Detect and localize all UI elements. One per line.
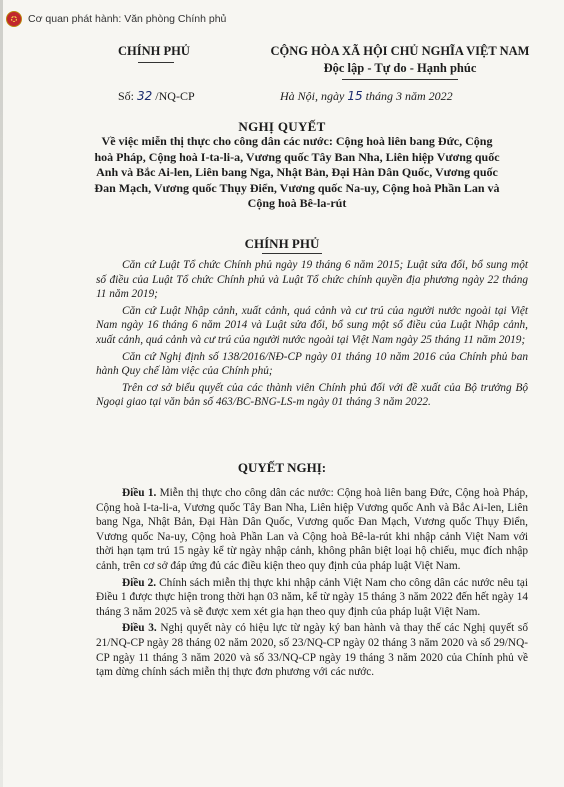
article-label: Điều 2. (122, 576, 157, 589)
national-emblem-icon (6, 11, 22, 27)
legal-bases (96, 258, 528, 412)
basis-paragraph: Căn cứ Luật Tổ chức Chính phủ ngày 19 tháng 6 năm 2015; Luật sửa đổi, bổ sung một số điều của Luật Tổ chức Chính phủ và Luật Tổ chức chính quyền địa phương ngày 22 tháng 11 năm 2019; (96, 259, 528, 301)
date-handwritten: 15 (347, 89, 363, 103)
date-prefix: Hà Nội, ngày (280, 89, 348, 103)
number-prefix: Số: (118, 89, 138, 103)
motto-underline (342, 79, 458, 80)
resolution-subject: Về việc miễn thị thực cho công dân các nước: Cộng hoà liên bang Đức, Cộng hoà Pháp, Cộng hoà I-ta-li-a, Vương quốc Tây Ban Nha, Liên hiệp Vương quốc Anh và Bắc Ai-len, Liên bang Nga, Nhật Bản, Đại Hàn Dân Quốc, Vương quốc Đan Mạch, Vương quốc Thụy Điển, Vương quốc Na-uy, Cộng hoà Phần Lan và Cộng hoà Bê-la-rút (94, 134, 500, 211)
article-paragraph (96, 486, 528, 574)
article-label: Điều 3. (122, 622, 157, 635)
article-text: Miễn thị thực cho công dân các nước: Cộng hoà liên bang Đức, Cộng hoà Pháp, Cộng hoà I-ta-li-a, Vương quốc Tây Ban Nha, Liên hiệp Vương quốc Anh và Bắc Ai-len, Liên bang Nga, Nhật Bản, Đại Hàn Dân Quốc, Vương quốc Đan Mạch, Vương quốc Thụy Điển, Vương quốc Na-uy, Cộng hoà Phần Lan và Cộng hoà Bê-la-rút khi nhập cảnh Việt Nam với thời hạn tạm trú 15 ngày kể từ ngày nhập cảnh, không phân biệt loại hộ chiếu, mục đích nhập cảnh, trên cơ sở đáp ứng đủ các điều kiện theo quy định của pháp luật Việt Nam. (96, 487, 528, 572)
basis-paragraph: Căn cứ Luật Nhập cảnh, xuất cảnh, quá cảnh và cư trú của người nước ngoài tại Việt Nam ngày 16 tháng 6 năm 2014 và Luật sửa đổi, bổ sung một số điều của Luật Nhập cảnh, xuất cảnh, quá cảnh và cư trú của người nước ngoài tại Việt Nam ngày 25 tháng 11 năm 2019; (96, 304, 528, 346)
articles (96, 486, 528, 682)
republic-name: CỘNG HÒA XÃ HỘI CHỦ NGHĨA VIỆT NAM (270, 44, 530, 58)
article-text: Chính sách miễn thị thực khi nhập cảnh Việt Nam cho công dân các nước nêu tại Điều 1 được thực hiện trong thời hạn 03 năm, kể từ ngày 15 tháng 3 năm 2022 đến hết ngày 14 tháng 3 năm 2025 và sẽ được xem xét gia hạn theo quy định của pháp luật Việt Nam. (96, 576, 528, 618)
number-suffix: /NQ-CP (152, 89, 195, 103)
basis-paragraph: Trên cơ sở biểu quyết của các thành viên Chính phủ đối với đề xuất của Bộ trưởng Bộ Ngoại giao tại văn bản số 463/BC-BNG-LS-m ngày 01 tháng 3 năm 2022. (96, 381, 528, 409)
issuer-strip (6, 8, 366, 30)
article-label: Điều 1. (122, 487, 157, 499)
document-date (280, 89, 453, 104)
article-paragraph (96, 621, 528, 679)
article-text: Nghị quyết này có hiệu lực từ ngày ký ban hành và thay thế các Nghị quyết số 21/NQ-CP ngày 28 tháng 02 năm 2020, số 23/NQ-CP ngày 02 tháng 3 năm 2020 và số 29/NQ-CP ngày 11 tháng 3 năm 2020 và số 33/NQ-CP ngày 19 tháng 3 năm 2020 của Chính phủ về tạm dừng chính sách miễn thị thực đơn phương với các nước. (96, 622, 528, 679)
national-motto: Độc lập - Tự do - Hạnh phúc (323, 61, 477, 75)
basis-paragraph: Căn cứ Nghị định số 138/2016/NĐ-CP ngày 01 tháng 10 năm 2016 của Chính phủ ban hành Quy chế làm việc của Chính phủ; (96, 350, 528, 378)
decision-heading: QUYẾT NGHỊ: (237, 460, 327, 475)
issuing-body: CHÍNH PHỦ (244, 236, 320, 251)
agency-name: CHÍNH PHỦ (118, 44, 190, 58)
agency-underline (138, 62, 174, 63)
document-number (118, 89, 195, 104)
date-suffix: tháng 3 năm 2022 (362, 89, 453, 103)
number-handwritten: 32 (137, 89, 153, 103)
article-paragraph (96, 576, 528, 620)
issuer-label: Cơ quan phát hành: Văn phòng Chính phủ (28, 13, 227, 25)
resolution-title: NGHỊ QUYẾT (238, 119, 326, 134)
issuing-body-underline (262, 253, 322, 254)
